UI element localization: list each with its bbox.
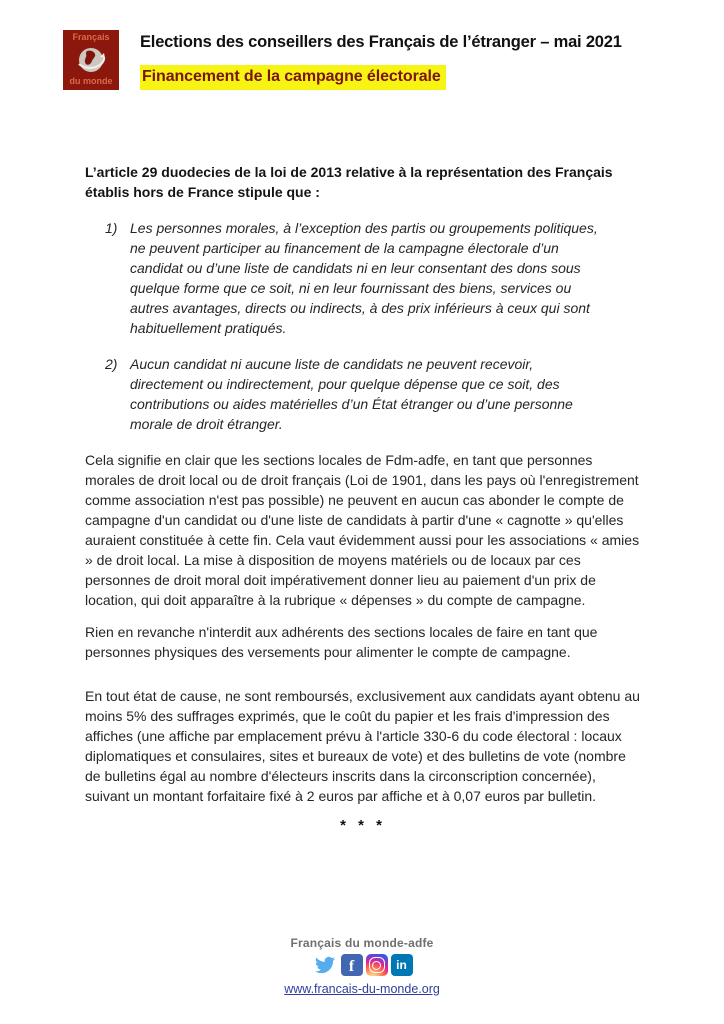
legal-item-1	[105, 218, 605, 338]
paragraph-remboursement: En tout état de cause, ne sont remboursés, exclusivement aux candidats ayant obtenu au moins 5% des suffrages exprimés, que le coût du papier et les frais d'impression des affiches (une affiche par emplacement prévu à l'article 330-6 du code électoral : locaux diplomatiques et consulaires, sites et bureaux de vote) et des bulletins de vote (nombre de bulletins égal au nombre d'électeurs inscrits dans la circonscription concernée), suivant un montant forfaitaire fixé à 2 euros par affiche et à 0,07 euros par bulletin.	[85, 688, 640, 804]
logo-text-bottom: du monde	[69, 76, 113, 86]
globe-icon	[75, 44, 107, 76]
subtitle-highlight: Financement de la campagne électorale	[140, 65, 446, 90]
social-icons-row	[0, 952, 724, 978]
paragraph-adherents: Rien en revanche n'interdit aux adhérents des sections locales de faire en tant que personnes physiques des versements pour alimenter le compte de campagne.	[85, 624, 598, 660]
document-footer	[0, 936, 724, 998]
francais-du-monde-logo	[63, 30, 119, 90]
linkedin-icon[interactable]: in	[391, 954, 413, 976]
paragraph-sections-locales: Cela signifie en clair que les sections locales de Fdm-adfe, en tant que personnes morales de droit local ou de droit français (Loi de 1901, dans les pays où l'enregistrement comme association n'est pas possible) ne peuvent en aucun cas abonder le compte de campagne d'un candidat ou d'une liste de candidats à partir d'une « cagnotte » qu'elles auraient constituée à cette fin. Cela vaut évidemment aussi pour les associations « amies » de droit local. La mise à disposition de moyens matériels ou de locaux par ces personnes de droit moral doit impérativement donner lieu au paiement d'un prix de location, qui doit apparaître à la rubrique « dépenses » du compte de campagne.	[85, 452, 640, 608]
intro-paragraph: L’article 29 duodecies de la loi de 2013 relative à la représentation des Français établis hors de France stipule que :	[85, 164, 613, 200]
list-number: 2)	[105, 356, 118, 372]
twitter-icon[interactable]	[312, 954, 338, 976]
list-text: Aucun candidat ni aucune liste de candidats ne peuvent recevoir, directement ou indirectement, pour quelque dépense que ce soit, des contributions ou aides matérielles d’un État étranger ou d’une personne morale de droit étranger.	[130, 356, 573, 432]
instagram-icon[interactable]	[366, 954, 388, 976]
document-body	[85, 162, 641, 836]
legal-item-2	[105, 354, 605, 434]
website-link[interactable]: www.francais-du-monde.org	[284, 982, 440, 996]
logo-text-top: Français	[72, 32, 110, 42]
facebook-icon[interactable]: f	[341, 954, 363, 976]
document-title: Elections des conseillers des Français de l’étranger – mai 2021	[140, 33, 622, 51]
stars-separator: * * *	[340, 817, 386, 834]
footer-org-name: Français du monde-adfe	[290, 936, 434, 950]
legal-list	[85, 218, 641, 434]
list-text: Les personnes morales, à l’exception des partis ou groupements politiques, ne peuvent participer au financement de la campagne électorale d’un candidat ou d’une liste de candidats ni en leur consentant des dons sous quelque forme que ce soit, ni en leur fournissant des biens, services ou autres avantages, directs ou indirects, à des prix inférieurs à ceux qui sont habituellement pratiqués.	[130, 220, 598, 336]
list-number: 1)	[105, 220, 118, 236]
